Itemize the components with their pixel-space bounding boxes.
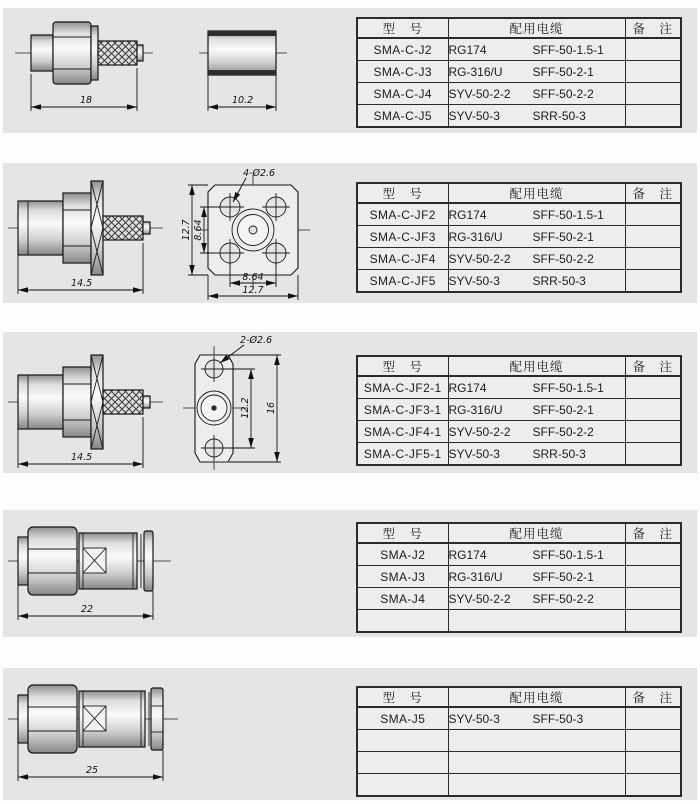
table-row <box>357 105 681 128</box>
remark-cell <box>625 203 681 226</box>
section-4 <box>3 510 697 637</box>
cable-cell <box>448 61 625 83</box>
clamp-nut <box>151 688 163 750</box>
hex-nut <box>53 22 91 84</box>
remark-cell <box>625 543 681 566</box>
center-contact <box>232 209 274 251</box>
plug-barrel <box>31 35 53 71</box>
header-row <box>357 18 681 38</box>
drawing-sma-crimp-plug <box>3 8 353 133</box>
section-1 <box>3 8 697 133</box>
flange <box>91 355 103 449</box>
model-cell: SMA-C-JF4-1 <box>357 421 448 443</box>
dim-label: 12.2 <box>240 397 251 419</box>
cable-b: SFF-50-2-2 <box>532 251 594 266</box>
cable-b: SRR-50-3 <box>532 446 586 461</box>
model-cell: SMA-C-JF5-1 <box>357 443 448 466</box>
model-cell: SMA-J4 <box>357 588 448 610</box>
header-row <box>357 356 681 376</box>
remark-cell <box>625 566 681 588</box>
cable-a: RG174 <box>448 207 487 222</box>
plug-barrel <box>18 375 63 429</box>
table-row <box>357 61 681 83</box>
cable-a: RG174 <box>448 380 487 395</box>
table-row <box>357 270 681 293</box>
drawing-sma-4hole-flange <box>3 163 353 303</box>
drawing-sma-2hole-flange <box>3 332 353 473</box>
remark-cell <box>625 588 681 610</box>
cable-cell <box>448 226 625 248</box>
model-cell: SMA-C-J3 <box>357 61 448 83</box>
cable-b: SFF-50-2-2 <box>532 591 594 606</box>
crimp-ferrule <box>208 31 276 75</box>
cable-a: SYV-50-2-2 <box>448 591 511 606</box>
spec-table-3 <box>356 355 682 466</box>
dim-label: 18 <box>80 95 93 106</box>
col-header-cable: 配用电缆 <box>448 687 625 707</box>
cable-a: RG-316/U <box>448 64 503 79</box>
dim-label: 25 <box>86 765 99 776</box>
cable-cell <box>448 399 625 421</box>
cable-a: RG174 <box>448 42 487 57</box>
model-cell: SMA-C-JF2-1 <box>357 376 448 399</box>
plug-barrel <box>18 201 63 255</box>
spec-table-5 <box>356 686 682 797</box>
model-cell: SMA-J3 <box>357 566 448 588</box>
cable-cell <box>448 376 625 399</box>
table-row <box>357 774 681 797</box>
remark-cell <box>625 270 681 293</box>
col-header-remark: 备 注 <box>625 18 681 38</box>
dim-label: 8.64 <box>242 272 264 283</box>
dim-label: 14.5 <box>71 452 93 463</box>
cable-cell <box>448 421 625 443</box>
remark-cell <box>625 730 681 752</box>
hex-nut <box>28 685 77 753</box>
section-2 <box>3 163 697 303</box>
spec-table-2 <box>356 182 682 293</box>
cable-a: RG-316/U <box>448 229 503 244</box>
table-row <box>357 543 681 566</box>
col-header-cable: 配用电缆 <box>448 183 625 203</box>
knurl-sleeve <box>103 216 143 240</box>
tip <box>143 222 150 234</box>
cable-cell <box>448 730 625 752</box>
washer <box>91 26 98 80</box>
hex-nut <box>63 193 91 263</box>
cable-a: RG-316/U <box>448 569 503 584</box>
cable-a: SYV-50-2-2 <box>448 86 511 101</box>
cable-b: SFF-50-2-2 <box>532 424 594 439</box>
model-cell: SMA-C-JF5 <box>357 270 448 293</box>
model-cell: SMA-C-JF3-1 <box>357 399 448 421</box>
remark-cell <box>625 376 681 399</box>
col-header-model: 型 号 <box>357 18 448 38</box>
section-hatch <box>83 548 106 573</box>
hex-nut <box>63 367 91 437</box>
col-header-remark: 备 注 <box>625 687 681 707</box>
cable-a: SYV-50-2-2 <box>448 251 511 266</box>
model-cell <box>357 752 448 774</box>
cable-b: SFF-50-1.5-1 <box>532 42 604 57</box>
cable-cell <box>448 248 625 270</box>
remark-cell <box>625 610 681 633</box>
table-row <box>357 376 681 399</box>
table-row <box>357 566 681 588</box>
remark-cell <box>625 38 681 61</box>
cable-b: SFF-50-2-2 <box>532 86 594 101</box>
dim-label: 4-Ø2.6 <box>243 168 276 179</box>
cable-b: SFF-50-1.5-1 <box>532 380 604 395</box>
remark-cell <box>625 226 681 248</box>
flange <box>91 181 103 275</box>
section-5 <box>3 668 697 800</box>
drawing-sma-clamp-plug-25 <box>3 668 353 800</box>
model-cell: SMA-C-JF4 <box>357 248 448 270</box>
model-cell: SMA-J2 <box>357 543 448 566</box>
table-row <box>357 399 681 421</box>
drawing-sma-clamp-plug-22 <box>3 510 353 637</box>
cable-b: SFF-50-2-1 <box>532 569 594 584</box>
table-row <box>357 707 681 730</box>
dim-label: 14.5 <box>71 278 93 289</box>
dim-label: 16 <box>266 401 277 415</box>
header-row <box>357 183 681 203</box>
table-row <box>357 421 681 443</box>
table-row <box>357 38 681 61</box>
cable-b: SFF-50-2-1 <box>532 64 594 79</box>
section-hatch <box>83 706 106 731</box>
remark-cell <box>625 399 681 421</box>
cable-cell <box>448 203 625 226</box>
remark-cell <box>625 421 681 443</box>
col-header-model: 型 号 <box>357 523 448 543</box>
cable-b: SFF-50-3 <box>532 711 584 726</box>
cable-a: RG174 <box>448 547 487 562</box>
table-row <box>357 203 681 226</box>
table-row <box>357 248 681 270</box>
col-header-cable: 配用电缆 <box>448 18 625 38</box>
cable-a: SYV-50-3 <box>448 446 500 461</box>
cable-cell <box>448 83 625 105</box>
hex-nut <box>28 527 77 595</box>
remark-cell <box>625 443 681 466</box>
dimension-flange-height <box>229 355 281 462</box>
coupling-face <box>18 537 28 585</box>
dim-label: 10.2 <box>232 95 254 106</box>
cable-a: SYV-50-3 <box>448 273 500 288</box>
cable-cell <box>448 588 625 610</box>
model-cell: SMA-C-JF3 <box>357 226 448 248</box>
cable-cell <box>448 610 625 633</box>
cable-cell <box>448 707 625 730</box>
table-row <box>357 588 681 610</box>
col-header-model: 型 号 <box>357 687 448 707</box>
coupling-face <box>18 695 28 743</box>
cable-cell <box>448 443 625 466</box>
section-3 <box>3 332 697 473</box>
cable-cell <box>448 38 625 61</box>
cable-cell <box>448 774 625 797</box>
knurl-sleeve <box>103 390 143 414</box>
dim-label: 22 <box>81 604 94 615</box>
knurl-sleeve <box>98 41 137 65</box>
spec-table-4 <box>356 522 682 633</box>
model-cell <box>357 774 448 797</box>
model-cell: SMA-C-J2 <box>357 38 448 61</box>
cable-a: SYV-50-3 <box>448 711 500 726</box>
tip <box>137 45 143 61</box>
cable-a: RG-316/U <box>448 402 503 417</box>
col-header-remark: 备 注 <box>625 356 681 376</box>
col-header-remark: 备 注 <box>625 183 681 203</box>
model-cell <box>357 610 448 633</box>
col-header-remark: 备 注 <box>625 523 681 543</box>
remark-cell <box>625 83 681 105</box>
remark-cell <box>625 707 681 730</box>
model-cell: SMA-C-J5 <box>357 105 448 128</box>
dim-label: 2-Ø2.6 <box>240 335 273 346</box>
table-row <box>357 752 681 774</box>
table-row <box>357 730 681 752</box>
col-header-model: 型 号 <box>357 183 448 203</box>
model-cell: SMA-C-JF2 <box>357 203 448 226</box>
remark-cell <box>625 105 681 128</box>
cable-cell <box>448 270 625 293</box>
model-cell <box>357 730 448 752</box>
cable-b: SFF-50-1.5-1 <box>532 547 604 562</box>
cable-b: SFF-50-1.5-1 <box>532 207 604 222</box>
col-header-cable: 配用电缆 <box>448 356 625 376</box>
dimension-ferrule <box>208 75 276 111</box>
cable-b: SRR-50-3 <box>532 108 586 123</box>
cable-cell <box>448 543 625 566</box>
col-header-cable: 配用电缆 <box>448 523 625 543</box>
cable-a: SYV-50-3 <box>448 108 500 123</box>
remark-cell <box>625 61 681 83</box>
remark-cell <box>625 752 681 774</box>
table-row <box>357 610 681 633</box>
remark-cell <box>625 248 681 270</box>
dim-label: 8.64 <box>193 219 204 241</box>
dim-label: 12.7 <box>242 285 264 296</box>
header-row <box>357 687 681 707</box>
clamp-nut <box>144 531 153 591</box>
model-cell: SMA-J5 <box>357 707 448 730</box>
table-row <box>357 226 681 248</box>
cable-cell <box>448 566 625 588</box>
cable-cell <box>448 105 625 128</box>
header-row <box>357 523 681 543</box>
col-header-model: 型 号 <box>357 356 448 376</box>
table-row <box>357 83 681 105</box>
spec-table-1 <box>356 17 682 128</box>
table-row <box>357 443 681 466</box>
remark-cell <box>625 774 681 797</box>
cable-cell <box>448 752 625 774</box>
cable-b: SRR-50-3 <box>532 273 586 288</box>
cable-a: SYV-50-2-2 <box>448 424 511 439</box>
cable-b: SFF-50-2-1 <box>532 402 594 417</box>
center-contact <box>197 391 231 425</box>
dim-label: 12.7 <box>181 219 192 241</box>
tip <box>143 396 150 408</box>
cable-b: SFF-50-2-1 <box>532 229 594 244</box>
model-cell: SMA-C-J4 <box>357 83 448 105</box>
